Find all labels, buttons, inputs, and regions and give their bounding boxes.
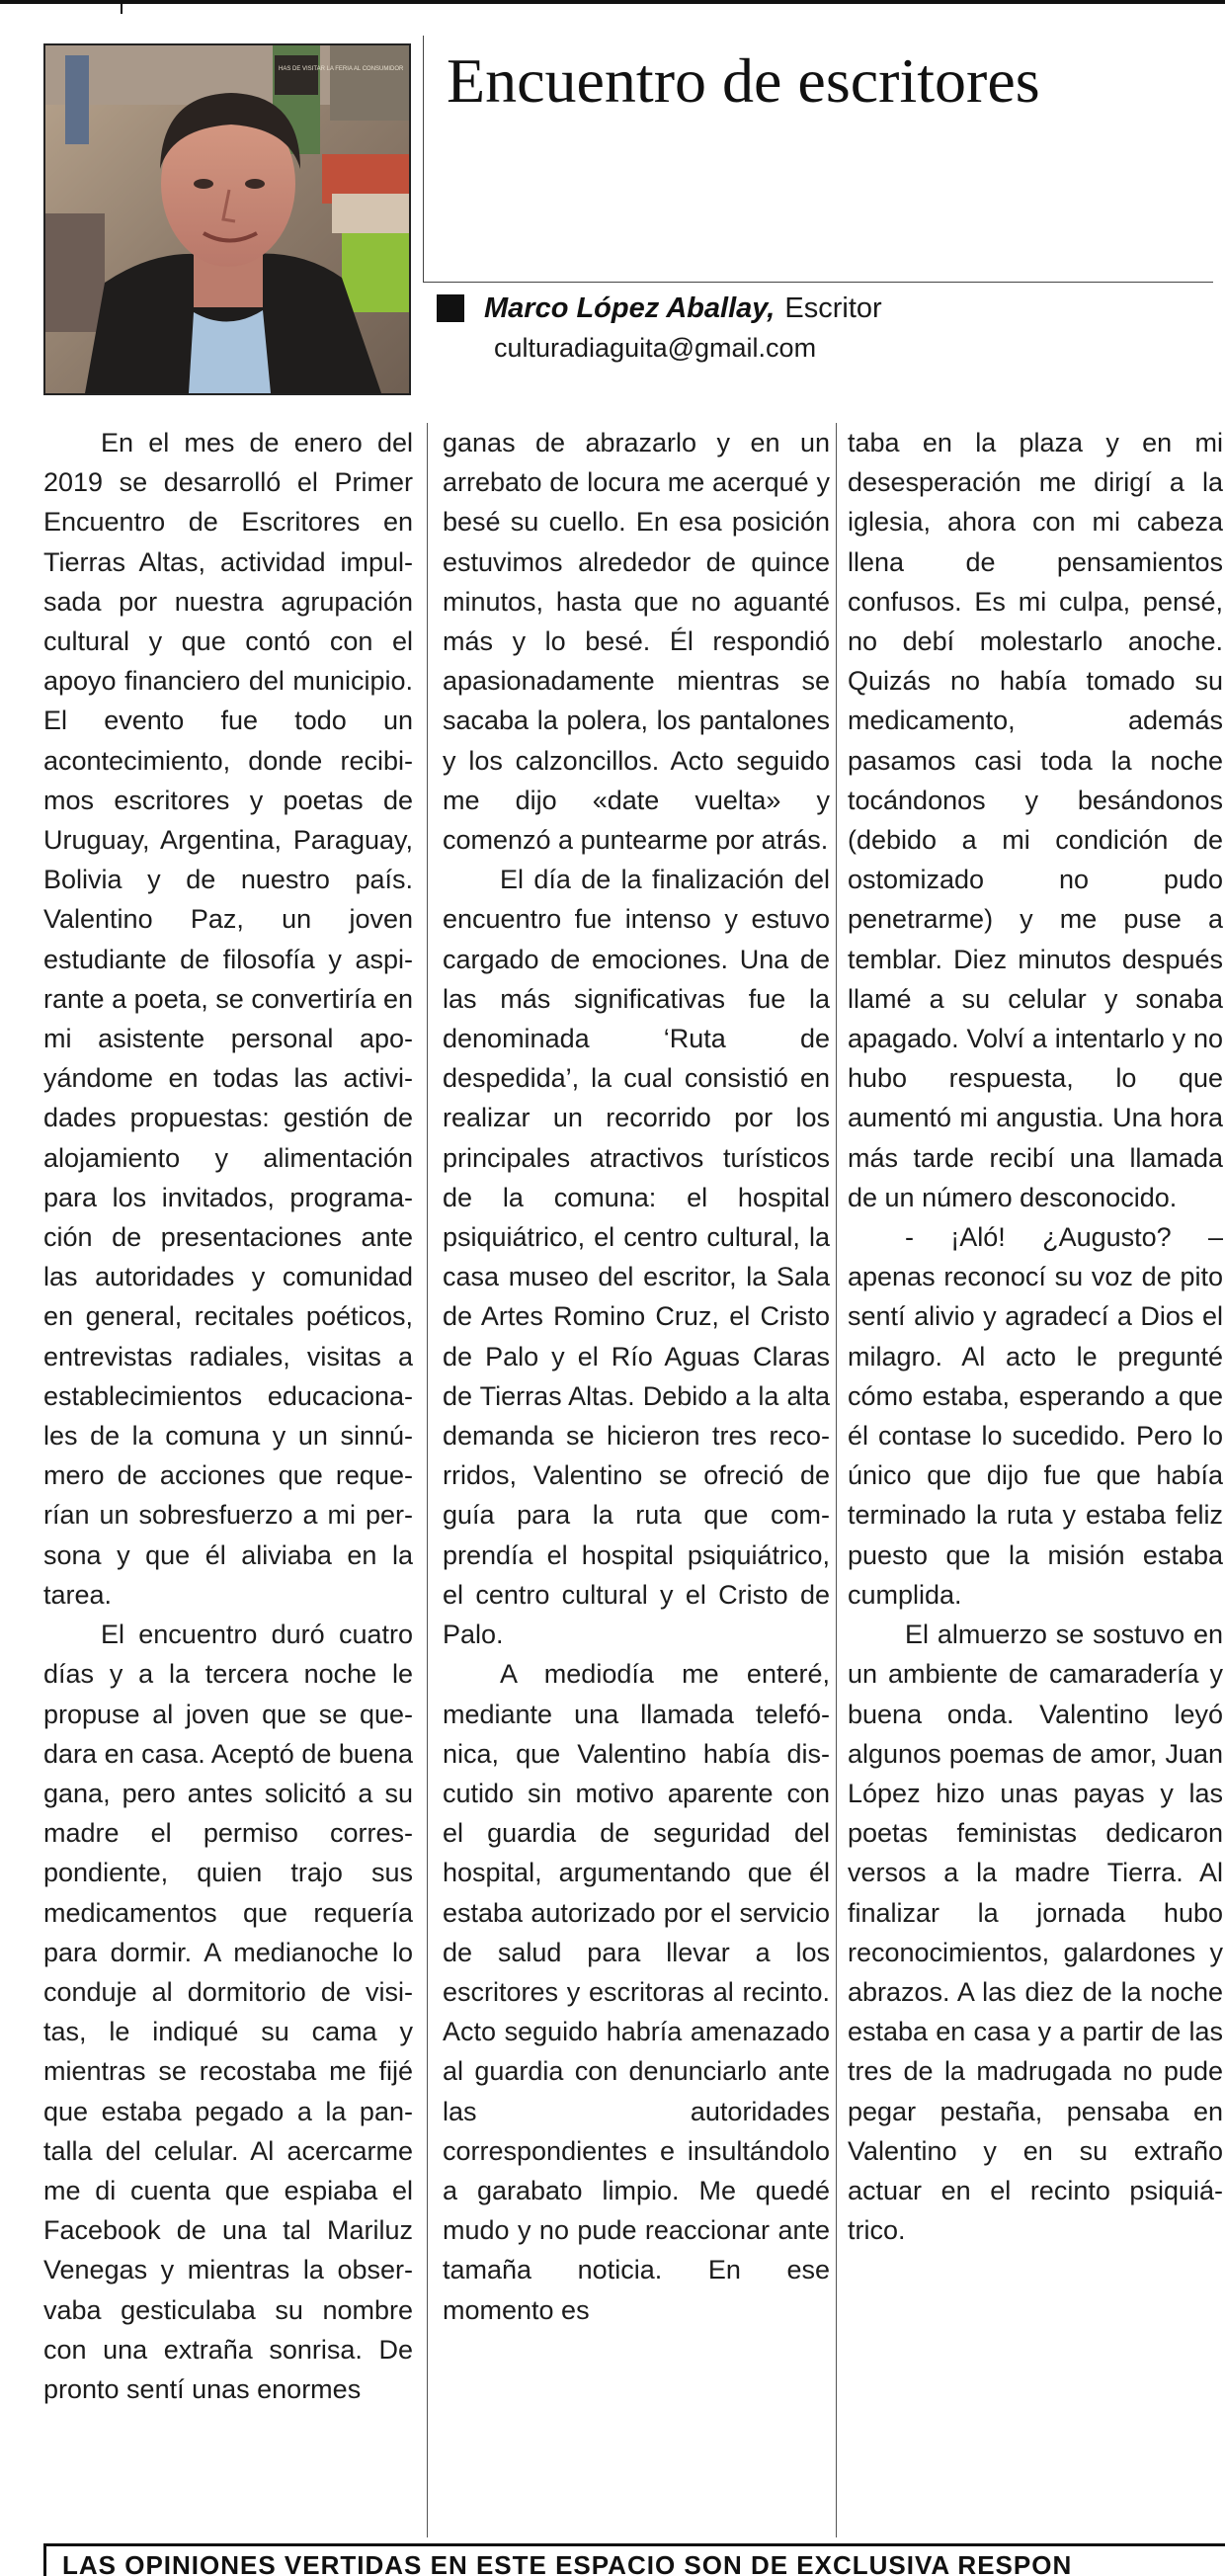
shop-sign-text: HAS DE VISITAR LA FERIA AL CONSUMIDOR: [279, 66, 404, 72]
article-paragraph: ganas de abrazarlo y en un arrebato de locura me acerqué y besé su cuello. En esa posición estuvimos alrededor de quince minutos, hasta que no aguanté más y lo besé. Él respondió apasionadamente mientras se sacaba la polera, los pantalones y los calzoncillos. Acto seguido me dijo «date vuelta» y comenzó a puntearme por atrás.: [443, 428, 830, 856]
column-divider-1: [427, 423, 428, 2537]
author-email: culturadiaguita@gmail.com: [494, 333, 817, 363]
byline: [437, 289, 882, 328]
top-rule: [0, 0, 1225, 4]
article-paragraph: El almuerzo se sostuvo en un ambiente de camaradería y buena onda. Valentino leyó algunos poemas de amor, Juan López hizo unas payas y las poetas feministas dedicaron versos a la madre Tierra. Al finalizar la jornada hubo reconocimientos, galardones y abrazos. A las diez de la noche estaba en casa y a partir de las tres de la madrugada no pude pegar pestaña, pensaba en Valentino y en su extraño actuar en el recinto psiquiátrico.: [848, 1620, 1223, 2246]
article-column-2: [443, 423, 830, 2534]
byline-square-icon: [437, 294, 464, 322]
article-paragraph: A mediodía me enteré, mediante una llamada telefónica, que Valentino había discutido sin motivo aparente con el guardia de seguridad del hospital, argumentando que él estaba autorizado por el servicio de salud para llevar a los escritores y escritoras al recinto. Acto seguido habría amenazado al guardia con denunciarlo ante las autoridades correspondientes e insultándolo a garabato limpio. Me quedé mudo y no pude reaccionar ante tamaña noticia. En ese momento es: [443, 1659, 830, 2325]
header-horizontal-rule: [423, 282, 1213, 283]
article-column-3: [848, 423, 1223, 2534]
top-rule-tick: [121, 0, 122, 14]
author-role: Escritor: [784, 291, 882, 324]
article-paragraph: El encuentro duró cuatro días y a la tercera noche le propuse al joven que se quedara en casa. Aceptó de buena gana, pero antes solicitó a su madre el permiso correspondiente, quien trajo sus medicamentos que requería para dormir. A medianoche lo conduje al dormitorio de visitas, le indiqué su cama y mientras se recostaba me fijé que estaba pegado a la pantalla del celular. Al acercarme me di cuenta que espiaba el Facebook de una tal Mariluz Venegas y mientras la observaba gesticulaba su nombre con una extraña sonrisa. De pronto sentí unas enormes: [43, 1620, 413, 2404]
article-title: Encuentro de escritores: [447, 45, 1040, 116]
header-vertical-rule: [423, 36, 424, 283]
column-divider-2: [836, 423, 837, 2537]
article-column-1: [43, 423, 413, 2534]
article-paragraph: - ¡Aló! ¿Augusto? – apenas reconocí su voz de pito sentí alivio y agradecí a Dios el milagro. Al acto le pregunté cómo estaba, esperando a que él contase lo sucedido. Pero lo único que dijo fue que había terminado la ruta y estaba feliz puesto que la misión estaba cumplida.: [848, 1222, 1223, 1610]
author-portrait-image: [45, 45, 409, 393]
article-paragraph: En el mes de enero del 2019 se desarrolló el Primer Encuentro de Escritores en Tierras Altas, actividad impulsada por nuestra agrupación cultural y que contó con el apoyo financiero del municipio. El evento fue todo un acontecimiento, donde recibimos escritores y poetas de Uruguay, Argentina, Paraguay, Bolivia y de nuestro país. Valentino Paz, un joven estudiante de filosofía y aspirante a poeta, se convertiría en mi asistente personal apoyándome en todas las actividades propuestas: gestión de alojamiento y alimentación para los invitados, programación de presentaciones ante las autoridades y comunidad en general, recitales poéticos, entrevistas radiales, visitas a establecimientos educacionales de la comuna y un sinnúmero de acciones que requerían un sobresfuerzo a mi persona y que él aliviaba en la tarea.: [43, 428, 413, 1610]
article-paragraph: El día de la finalización del encuentro fue intenso y estuvo cargado de emociones. Una de las más significativas fue la denominada ‘Ruta de despedida’, la cual consistió en realizar un recorrido por los principales atractivos turísticos de la comuna: el hospital psiquiátrico, el centro cultural, la casa museo del escritor, la Sala de Artes Romino Cruz, el Cristo de Palo y el Río Aguas Claras de Tierras Altas. Debido a la alta demanda se hicieron tres recorridos, Valentino se ofreció de guía para la ruta que comprendía el hospital psiquiátrico, el centro cultural y el Cristo de Palo.: [443, 865, 830, 1650]
article-paragraph: taba en la plaza y en mi desesperación me dirigí a la iglesia, ahora con mi cabeza llena de pensamientos confusos. Es mi culpa, pensé, no debí molestarlo anoche. Quizás no había tomado su medicamento, además pasamos casi toda la noche tocándonos y besándonos (debido a mi condición de ostomizado no pudo penetrarme) y me puse a temblar. Diez minutos después llamé a su celular y sonaba apagado. Volví a intentarlo y no hubo respuesta, lo que aumentó mi angustia. Una hora más tarde recibí una llamada de un número desconocido.: [848, 428, 1223, 1212]
disclaimer-text: LAS OPINIONES VERTIDAS EN ESTE ESPACIO SON DE EXCLUSIVA RESPON: [62, 2550, 1073, 2576]
disclaimer-box: [43, 2543, 1225, 2576]
author-name: Marco López Aballay,: [484, 291, 776, 324]
author-photo: [43, 43, 411, 395]
